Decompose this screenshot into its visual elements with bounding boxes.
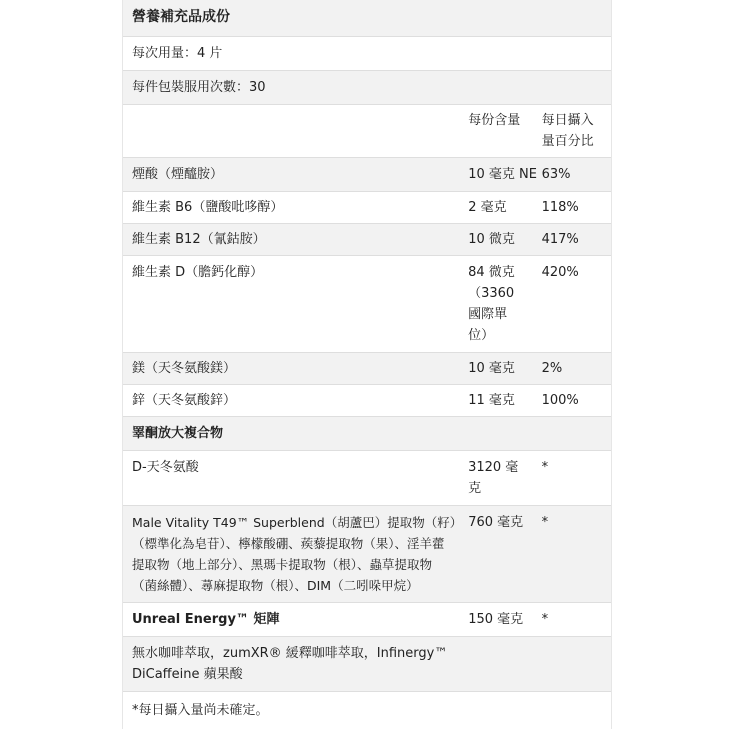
nutrient-name: 維生素 B12（氰鈷胺） (132, 232, 266, 247)
matrix-ingredients (123, 637, 611, 692)
nutrient-row-zinc (123, 385, 611, 417)
footnote: *每日攝入量尚未確定。 (132, 703, 269, 718)
nutrient-row-vitamin-b6 (123, 192, 611, 224)
nutrient-daily-value: 417% (541, 232, 579, 247)
nutrient-amount: 10 毫克 (468, 361, 515, 376)
daily-value-header-line2: 量百分比 (541, 134, 594, 149)
complex-title: 睪酮放大複合物 (123, 417, 611, 451)
nutrient-daily-value: 63% (541, 167, 571, 182)
nutrient-row-vitamin-b12 (123, 224, 611, 256)
ingredient-daily-value: * (541, 460, 549, 475)
nutrient-amount: 10 毫克 NE (468, 167, 537, 182)
nutrient-name: 維生素 D（膽鈣化醇） (132, 265, 264, 280)
nutrient-amount: 2 毫克 (468, 200, 507, 215)
nutrient-row-vitamin-d (123, 256, 611, 353)
nutrient-daily-value: 420% (541, 265, 579, 280)
nutrient-row-niacin (123, 158, 611, 192)
facts-title: 營養補充品成份 (123, 0, 611, 37)
nutrient-amount: 11 毫克 (468, 393, 515, 408)
ingredient-name: D-天冬氨酸 (132, 460, 199, 475)
ingredient-name: Male Vitality T49™ Superblend（胡蘆巴）提取物（籽）（標準化為皂苷）、檸檬酸硼、蒺藜提取物（果）、淫羊藿提取物（地上部分）、黑瑪卡提取物（根）、蟲草提取物（菌絲體）、蕁麻提取物（根）、DIM（二吲哚甲烷） (132, 515, 456, 593)
nutrient-name: 鎂（天冬氨酸鎂） (132, 361, 237, 376)
matrix-amount: 150 毫克 (468, 612, 524, 627)
nutrient-name: 煙酸（煙醯胺） (132, 167, 224, 182)
nutrient-name: 維生素 B6（鹽酸吡哆醇） (132, 200, 284, 215)
header-spacer (132, 110, 468, 152)
supplement-facts-panel (122, 0, 612, 729)
matrix-daily-value: * (541, 612, 549, 627)
complex-row-male-vitality (123, 506, 611, 603)
serving-size: 每次用量：4 片 (123, 37, 611, 71)
nutrient-daily-value: 118% (541, 200, 579, 215)
matrix-row (123, 603, 611, 637)
nutrient-amount: 84 微克（3360 國際單位） (468, 265, 515, 343)
column-header-row (123, 105, 611, 158)
ingredient-amount: 3120 毫克 (468, 460, 519, 496)
servings-per-container: 每件包裝服用次數：30 (123, 71, 611, 105)
complex-row-d-aspartic-acid (123, 451, 611, 506)
daily-value-header (542, 110, 611, 152)
ingredient-amount: 760 毫克 (468, 515, 524, 530)
nutrient-name: 鋅（天冬氨酸鋅） (132, 393, 237, 408)
amount-per-serving-header: 每份含量 (468, 113, 521, 128)
matrix-name: Unreal Energy™ 矩陣 (132, 612, 280, 627)
nutrient-amount: 10 微克 (468, 232, 515, 247)
nutrient-daily-value: 100% (541, 393, 579, 408)
ingredient-daily-value: * (541, 515, 549, 530)
nutrient-row-magnesium (123, 353, 611, 385)
matrix-ingredients-text: 無水咖啡萃取，zumXR® 緩釋咖啡萃取，Infinergy™ DiCaffeine 蘋果酸 (132, 646, 448, 682)
nutrient-daily-value: 2% (541, 361, 563, 376)
daily-value-header-line1: 每日攝入 (541, 113, 594, 128)
